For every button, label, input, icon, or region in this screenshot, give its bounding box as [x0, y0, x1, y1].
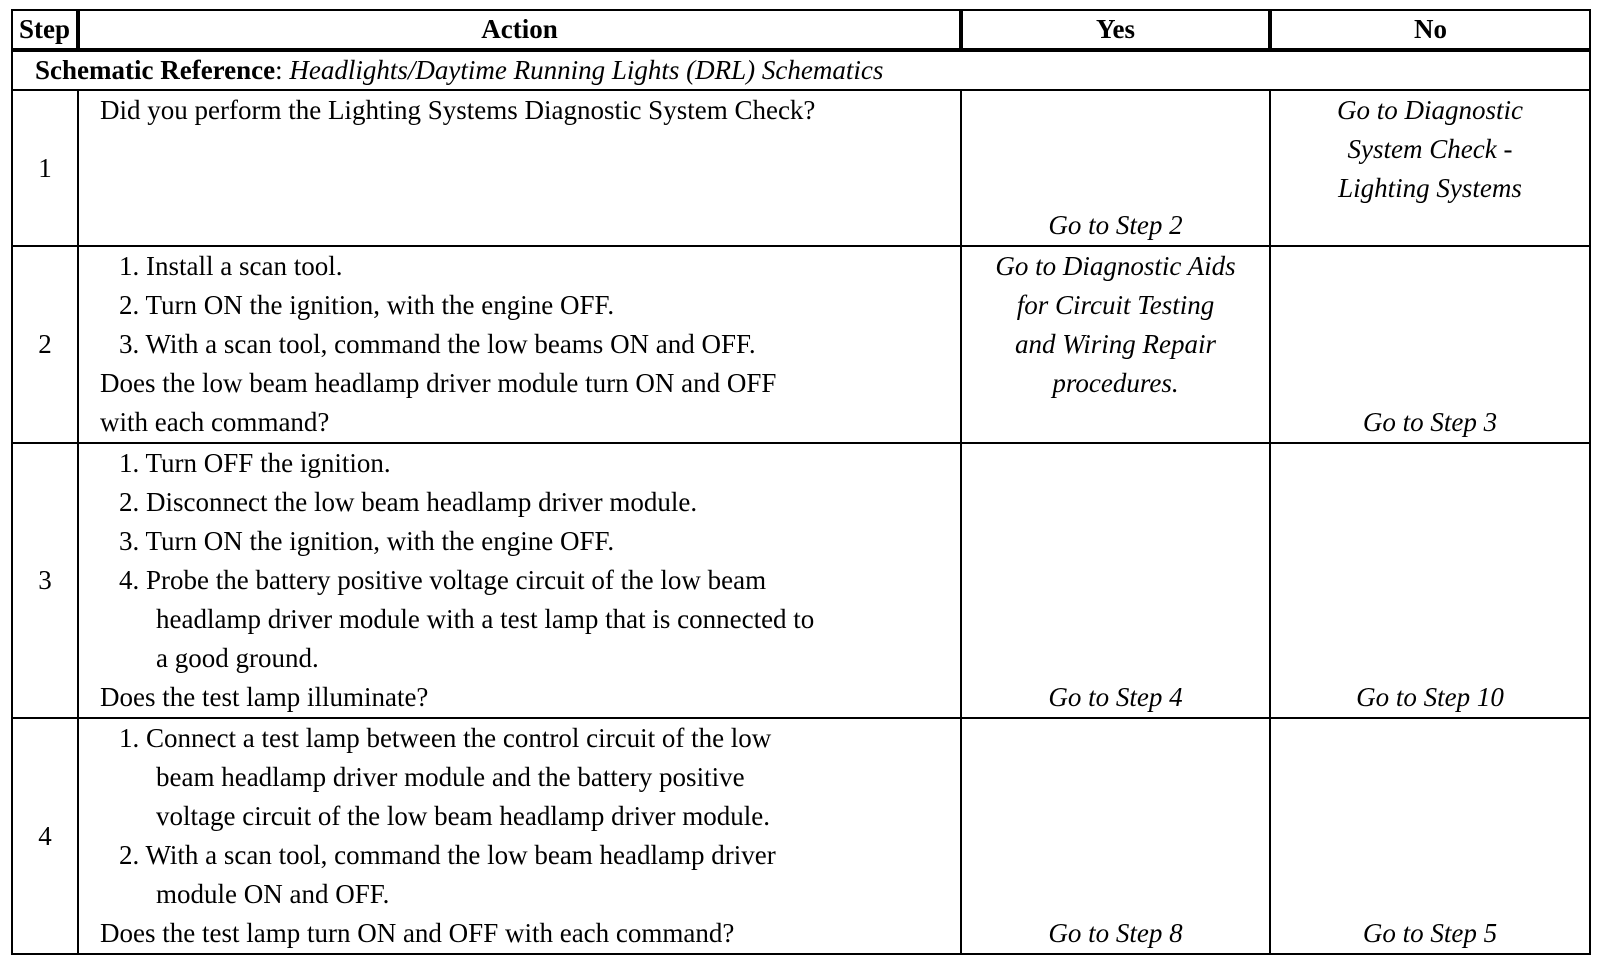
no-cell — [1270, 90, 1590, 246]
question: Does the test lamp illuminate? — [100, 682, 429, 712]
yes-cell — [961, 90, 1270, 246]
no-link-line: System Check - — [1347, 134, 1513, 164]
no-link[interactable] — [1271, 91, 1589, 208]
no-cell — [1270, 443, 1590, 718]
header-action: Action — [78, 10, 961, 50]
schematic-label: Schematic Reference — [35, 55, 276, 85]
no-link[interactable]: Go to Step 10 — [1356, 682, 1504, 712]
no-cell — [1270, 718, 1590, 954]
action-item-continued: module ON and OFF. — [156, 879, 390, 909]
action-item: 1. Install a scan tool. — [119, 251, 343, 281]
step-number: 3 — [12, 443, 78, 718]
no-link[interactable]: Go to Step 3 — [1362, 407, 1498, 437]
schematic-link[interactable]: Headlights/Daytime Running Lights (DRL) Schematics — [289, 55, 884, 85]
action-cell — [78, 443, 961, 718]
table-row — [12, 246, 1590, 443]
action-item-continued: a good ground. — [156, 643, 319, 673]
action-item: 1. Turn OFF the ignition. — [119, 448, 391, 478]
question: Did you perform the Lighting Systems Diagnostic System Check? — [100, 95, 816, 125]
header-row — [12, 10, 1590, 50]
header-no: No — [1270, 10, 1590, 50]
no-link-line: Lighting Systems — [1338, 173, 1522, 203]
yes-cell — [961, 718, 1270, 954]
no-link[interactable]: Go to Step 5 — [1362, 918, 1498, 948]
table-row — [12, 90, 1590, 246]
action-item: 1. Connect a test lamp between the control circuit of the low — [119, 723, 772, 753]
table-row — [12, 718, 1590, 954]
no-cell — [1270, 246, 1590, 443]
action-cell — [78, 90, 961, 246]
action-item: 2. With a scan tool, command the low beam headlamp driver — [119, 840, 776, 870]
step-number: 2 — [12, 246, 78, 443]
action-item: 2. Disconnect the low beam headlamp driver module. — [119, 487, 698, 517]
action-item: 4. Probe the battery positive voltage circuit of the low beam — [119, 565, 767, 595]
action-item: 2. Turn ON the ignition, with the engine OFF. — [119, 290, 615, 320]
yes-link[interactable]: Go to Step 4 — [1048, 682, 1183, 712]
yes-link-line: procedures. — [1052, 368, 1179, 398]
yes-link[interactable]: Go to Step 8 — [1048, 918, 1183, 948]
yes-link-line: for Circuit Testing — [1016, 290, 1215, 320]
schematic-reference — [12, 50, 1590, 90]
action-item-continued: voltage circuit of the low beam headlamp driver module. — [156, 801, 771, 831]
action-item: 3. With a scan tool, command the low beams ON and OFF. — [119, 329, 756, 359]
header-step: Step — [12, 10, 78, 50]
yes-link-line: and Wiring Repair — [1015, 329, 1216, 359]
yes-link-line: Go to Diagnostic Aids — [995, 251, 1236, 281]
action-item: 3. Turn ON the ignition, with the engine OFF. — [119, 526, 615, 556]
action-cell — [78, 718, 961, 954]
step-number: 4 — [12, 718, 78, 954]
no-link-line: Go to Diagnostic — [1337, 95, 1523, 125]
table-row — [12, 443, 1590, 718]
action-item-continued: beam headlamp driver module and the battery positive — [156, 762, 745, 792]
schematic-reference-row — [12, 50, 1590, 90]
step-number: 1 — [12, 90, 78, 246]
yes-cell — [961, 246, 1270, 443]
question: with each command? — [100, 407, 330, 437]
yes-link[interactable] — [962, 247, 1269, 403]
question: Does the test lamp turn ON and OFF with each command? — [100, 918, 735, 948]
header-yes: Yes — [961, 10, 1270, 50]
question: Does the low beam headlamp driver module turn ON and OFF — [100, 368, 777, 398]
schematic-separator: : — [275, 55, 290, 85]
diagnostic-table — [11, 9, 1591, 955]
action-cell — [78, 246, 961, 443]
yes-link[interactable]: Go to Step 2 — [1048, 210, 1183, 240]
action-item-continued: headlamp driver module with a test lamp that is connected to — [156, 604, 815, 634]
yes-cell — [961, 443, 1270, 718]
